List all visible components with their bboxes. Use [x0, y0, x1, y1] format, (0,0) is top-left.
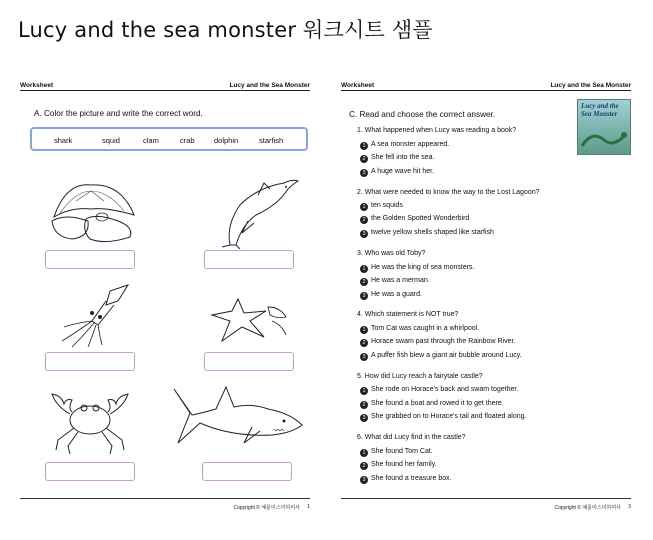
word-bank-item: squid — [102, 136, 120, 145]
page-number: 1 — [307, 504, 310, 510]
answer-option[interactable]: 1 ten squids — [360, 202, 403, 211]
answer-option[interactable]: 1 A sea monster appeared. — [360, 141, 449, 150]
word-bank — [30, 127, 308, 151]
answer-option[interactable]: 3 She found a treasure box. — [360, 475, 452, 484]
answer-option[interactable]: 2 She found a boat and rowed it to get there. — [360, 400, 504, 409]
answer-option[interactable]: 2 Horace swam past through the Rainbow River. — [360, 338, 515, 347]
worksheet-page-right — [341, 75, 631, 515]
header-left: Worksheet — [20, 82, 54, 89]
word-bank-item: dolphin — [214, 136, 239, 145]
clam-picture[interactable] — [46, 177, 136, 245]
book-cover-title: Lucy and the Sea Monster — [581, 102, 619, 118]
word-bank-item: starfish — [259, 136, 284, 145]
answer-option[interactable]: 3 A puffer fish blew a giant air bubble around Lucy. — [360, 352, 522, 361]
question: 2. What were needed to know the way to the Lost Lagoon? — [357, 189, 540, 196]
answer-option[interactable]: 1 She found Tom Cat. — [360, 448, 433, 457]
question: 1. What happened when Lucy was reading a book? — [357, 127, 517, 134]
footer-copyright: Copyright © 예를미스미하미사 — [554, 505, 621, 511]
page-header — [20, 75, 310, 91]
answer-option[interactable]: 1 He was the king of sea monsters. — [360, 264, 475, 273]
answer-box-starfish[interactable] — [204, 352, 294, 371]
answer-box-crab[interactable] — [45, 462, 135, 481]
footer-copyright: Copyright © 예를미스미하미사 — [233, 505, 300, 511]
answer-option[interactable]: 3 twelve yellow shells shaped like starfish — [360, 229, 494, 238]
question: 3. Who was old Toby? — [357, 250, 426, 257]
answer-option[interactable]: 2 the Golden Spotted Wonderbird — [360, 215, 469, 224]
answer-option[interactable]: 3 He was a guard. — [360, 291, 422, 300]
dolphin-picture[interactable] — [218, 175, 300, 249]
page-footer — [341, 498, 631, 511]
answer-box-clam[interactable] — [45, 250, 135, 269]
header-left: Worksheet — [341, 82, 375, 89]
page-number: 3 — [628, 504, 631, 510]
answer-option[interactable]: 1 Tom Cat was caught in a whirlpool. — [360, 325, 479, 334]
answer-option[interactable]: 3 A huge wave hit her. — [360, 168, 434, 177]
header-right: Lucy and the Sea Monster — [550, 82, 631, 89]
word-bank-item: clam — [143, 136, 159, 145]
answer-box-shark[interactable] — [202, 462, 292, 481]
answer-option[interactable]: 3 She grabbed on to Horace's tail and floated along. — [360, 413, 526, 422]
page-header — [341, 75, 631, 91]
word-bank-item: crab — [180, 136, 195, 145]
crab-picture[interactable] — [48, 390, 132, 454]
answer-box-squid[interactable] — [45, 352, 135, 371]
section-title: A. Color the picture and write the correct word. — [34, 109, 203, 118]
answer-option[interactable]: 2 She fell into the sea. — [360, 154, 434, 163]
book-cover-image — [577, 99, 631, 155]
shark-picture[interactable] — [172, 383, 304, 449]
answer-box-dolphin[interactable] — [204, 250, 294, 269]
answer-option[interactable]: 2 She found her family. — [360, 461, 437, 470]
page-title: Lucy and the sea monster 워크시트 샘플 — [18, 18, 433, 42]
starfish-picture[interactable] — [208, 293, 290, 345]
squid-picture[interactable] — [58, 283, 130, 349]
question: 6. What did Lucy find in the castle? — [357, 434, 466, 441]
worksheet-page-left — [20, 75, 310, 515]
page-footer — [20, 498, 310, 511]
section-title: C. Read and choose the correct answer. — [349, 110, 496, 119]
header-right: Lucy and the Sea Monster — [229, 82, 310, 89]
answer-option[interactable]: 2 He was a merman. — [360, 277, 430, 286]
question: 4. Which statement is NOT true? — [357, 311, 459, 318]
answer-option[interactable]: 1 She rode on Horace's back and swam together. — [360, 386, 518, 395]
word-bank-item: shark — [54, 136, 73, 145]
question: 5. How did Lucy reach a fairytale castle? — [357, 373, 483, 380]
